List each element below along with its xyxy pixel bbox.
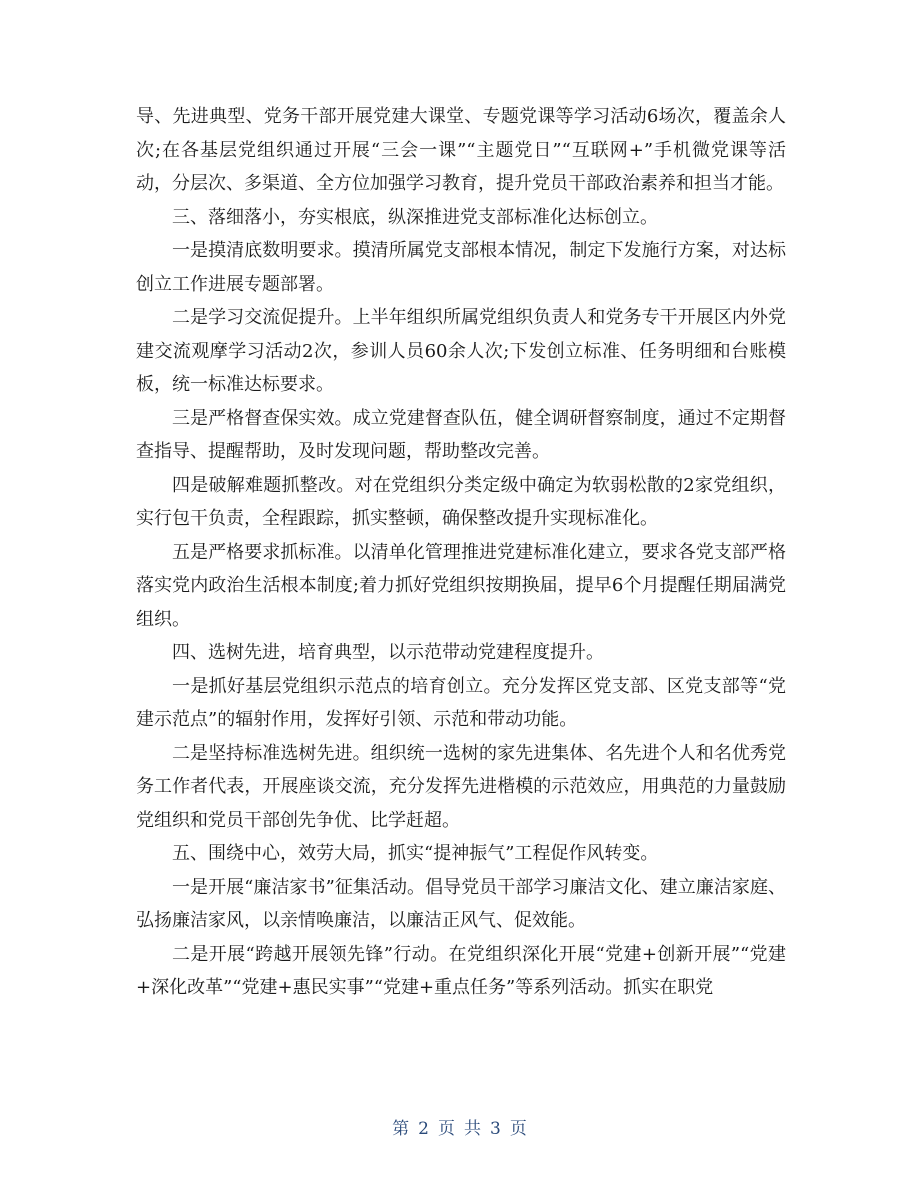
paragraph: 一是摸清底数明要求。摸清所属党支部根本情况，制定下发施行方案，对达标创立工作进展专题部署。 — [136, 240, 786, 295]
document-body — [136, 100, 786, 1005]
paragraph: 二是学习交流促提升。上半年组织所属党组织负责人和党务专干开展区内外党建交流观摩学习活动2次，参训人员60余人次;下发创立标准、任务明细和台账模板，统一标准达标要求。 — [136, 307, 786, 395]
footer-di: 第 — [392, 1119, 411, 1139]
page-footer — [0, 1114, 920, 1139]
paragraph: 二是坚持标准选树先进。组织统一选树的家先进集体、名先进个人和名优秀党务工作者代表，开展座谈交流，充分发挥先进楷模的示范效应，用典范的力量鼓励党组织和党员干部创先争优、比学赶超。 — [136, 742, 786, 831]
paragraph: 四、选树先进，培育典型，以示范带动党建程度提升。 — [172, 642, 604, 663]
footer-page-number: 2 — [418, 1119, 430, 1139]
footer-gong: 共 — [464, 1119, 482, 1139]
paragraph: 五、围绕中心，效劳大局，抓实“提神振气”工程促作风转变。 — [172, 843, 659, 864]
paragraph: 导、先进典型、党务干部开展党建大课堂、专题党课等学习活动6场次，覆盖余人次;在各基层党组织通过开展“三会一课”“主题党日”“互联网+”手机微党课等活动，分层次、多渠道、全方位加强学习教育，提升党员干部政治素养和担当才能。 — [136, 106, 786, 194]
paragraph: 二是开展“跨越开展领先锋”行动。在党组织深化开展“党建+创新开展”“党建+深化改革”“党建+惠民实事”“党建+重点任务”等系列活动。抓实在职党 — [136, 943, 786, 998]
footer-ye: 页 — [438, 1119, 456, 1139]
paragraph: 三是严格督查保实效。成立党建督查队伍，健全调研督察制度，通过不定期督查指导、提醒帮助，及时发现问题，帮助整改完善。 — [136, 407, 786, 462]
footer-total-pages: 3 — [490, 1119, 502, 1139]
paragraph: 一是抓好基层党组织示范点的培育创立。充分发挥区党支部、区党支部等“党建示范点”的辐射作用，发挥好引领、示范和带动功能。 — [136, 675, 786, 730]
paragraph: 一是开展“廉洁家书”征集活动。倡导党员干部学习廉洁文化、建立廉洁家庭、弘扬廉洁家风，以亲情唤廉洁，以廉洁正风气、促效能。 — [136, 876, 786, 931]
paragraph: 五是严格要求抓标准。以清单化管理推进党建标准化建立，要求各党支部严格落实党内政治生活根本制度;着力抓好党组织按期换届，提早6个月提醒任期届满党组织。 — [136, 541, 786, 630]
footer-ye: 页 — [509, 1119, 528, 1139]
paragraph: 三、落细落小，夯实根底，纵深推进党支部标准化达标创立。 — [172, 206, 658, 228]
paragraph: 四是破解难题抓整改。对在党组织分类定级中确定为软弱松散的2家党组织，实行包干负责，全程跟踪，抓实整顿，确保整改提升实现标准化。 — [136, 474, 786, 529]
